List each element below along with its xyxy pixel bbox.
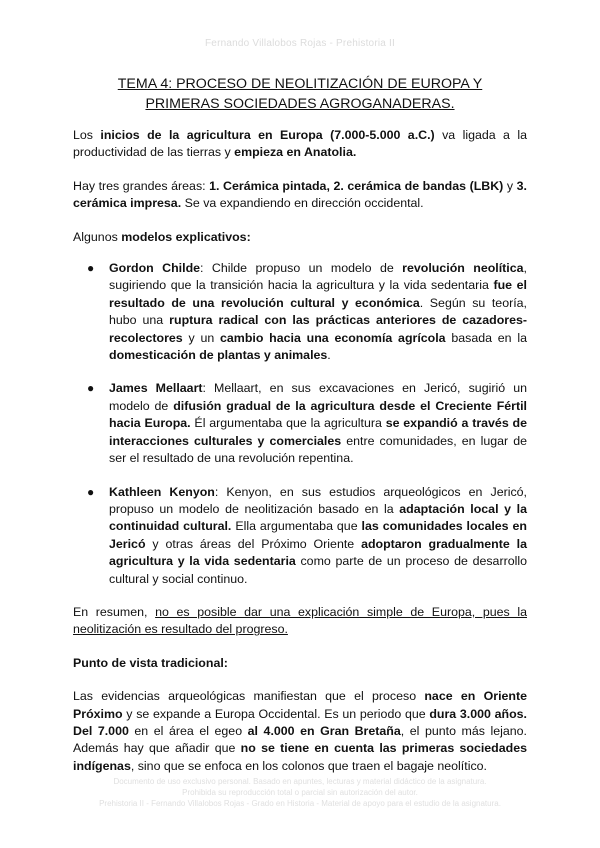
text: basada en la (445, 330, 527, 345)
header-watermark: Fernando Villalobos Rojas - Prehistoria II (205, 38, 395, 49)
bold-text: Gordon Childe (109, 261, 201, 276)
bold-text: adoptaron gradualmente la agricultura y la vida sedentaria (109, 536, 527, 569)
bold-text: Kathleen Kenyon (109, 484, 215, 499)
heading-text: Punto de vista tradicional: (73, 655, 228, 670)
bold-text: difusión gradual de la agricultura desde el Creciente Fértil hacia Europa. (109, 398, 527, 431)
bullet-icon: ● (87, 484, 95, 499)
bold-text: James Mellaart (109, 381, 203, 396)
bold-text: inicios de la agricultura en Europa (7.000-5.000 a.C.) (100, 128, 435, 142)
intro-paragraph-2 (73, 178, 527, 213)
list-item-childe (73, 260, 527, 364)
bold-text: 3. cerámica impresa. (73, 178, 527, 211)
footer-line-3: Prehistoria II - Fernando Villalobos Rojas - Grado en Historia - Material de apoyo para el estudio de la asignatura. (99, 799, 501, 808)
bold-text: fue el resultado de una revolución cultural y económica (109, 278, 527, 310)
bullet-icon: ● (87, 381, 95, 396)
list-item-mellaart (73, 380, 527, 467)
bold-text: nace en Oriente Próximo (73, 689, 527, 721)
bold-text: empieza en Anatolia. (234, 145, 357, 160)
text: en el área el egeo (128, 723, 248, 738)
text: : Childe propuso un modelo de (200, 261, 403, 276)
bold-text: revolución neolítica (402, 261, 524, 276)
section-heading (73, 655, 527, 672)
text: y otras áreas del Próximo Oriente (145, 536, 362, 551)
text: Algunos (73, 229, 122, 244)
bold-text: domesticación de plantas y animales (109, 348, 328, 363)
text: , sugiriendo que la transición hacia la agricultura y la vida sedentaria (109, 261, 527, 293)
text: Hay tres grandes áreas: (73, 178, 210, 193)
bold-text: 1. Cerámica pintada, 2. cerámica de bandas (LBK) (209, 178, 504, 193)
bullet-icon: ● (87, 261, 95, 276)
text: En resumen, (73, 604, 156, 619)
bold-text: modelos explicativos: (121, 229, 251, 244)
page-title (60, 74, 540, 114)
bold-text: se expandió a través de interacciones culturales y comerciales (109, 416, 527, 448)
footer-line-2: Prohibida su reproducción total o parcial sin autorización del autor. (182, 788, 418, 797)
models-list (73, 260, 527, 588)
list-item-kenyon (73, 484, 527, 588)
text: como parte de un proceso de desarrollo cultural y social continuo. (109, 554, 527, 586)
document-body (73, 127, 527, 791)
bold-text: las comunidades locales en Jericó (109, 519, 527, 551)
intro-paragraph-3 (73, 229, 527, 246)
text: entre comunidades, en lugar de ser el resultado de una revolución repentina. (109, 433, 527, 466)
text: y se expande a Europa Occidental. Es un periodo que (122, 706, 430, 721)
text: y (503, 178, 517, 193)
footer-watermark (40, 776, 560, 809)
text: Él argumentaba que la agricultura (190, 416, 386, 431)
bold-text: adaptación local y la continuidad cultural. (109, 501, 527, 534)
bold-text: al 4.000 en Gran Bretaña (247, 723, 401, 738)
text: Ella argumentaba que (231, 519, 362, 534)
underlined-text: no es posible dar una explicación simple de Europa, pues la neolitización es resultado del progreso. (73, 604, 527, 637)
text: : Mellaart, en sus excavaciones en Jericó, sugirió un modelo de (109, 381, 527, 413)
summary-paragraph (73, 604, 527, 639)
text: , sino que se enfoca en los colonos que traen el bagaje neolítico. (130, 758, 487, 773)
text: Se va expandiendo en dirección occidental. (181, 196, 424, 211)
bold-text: dura 3.000 años. Del 7.000 (73, 706, 527, 738)
title-line-2: PRIMERAS SOCIEDADES AGROGANADERAS. (145, 96, 455, 112)
bold-text: no se tiene en cuenta las primeras sociedades indígenas (73, 741, 527, 773)
text: Los (73, 128, 101, 142)
title-line-1: TEMA 4: PROCESO DE NEOLITIZACIÓN DE EUROPA Y (117, 76, 483, 92)
text: , el punto más lejano. Además hay que añadir que (73, 723, 527, 756)
text: : Kenyon, en sus estudios arqueológicos en Jericó, propuso un modelo de neolitización basado en la (109, 484, 527, 516)
text: Las evidencias arqueológicas manifiestan que el proceso (73, 689, 425, 704)
bold-text: ruptura radical con las prácticas anteriores de cazadores-recolectores (109, 313, 527, 345)
footer-line-1: Documento de uso exclusivo personal. Basado en apuntes, lecturas y material didáctico de la asignatura. (113, 777, 487, 786)
text: . Según su teoría, hubo una (109, 295, 527, 328)
text: va ligada a la productividad de las tierras y (73, 128, 528, 160)
traditional-paragraph (73, 688, 527, 775)
text: y un (182, 330, 221, 345)
bold-text: cambio hacia una economía agrícola (220, 330, 446, 345)
intro-paragraph-1 (73, 127, 527, 162)
text: . (327, 348, 331, 363)
